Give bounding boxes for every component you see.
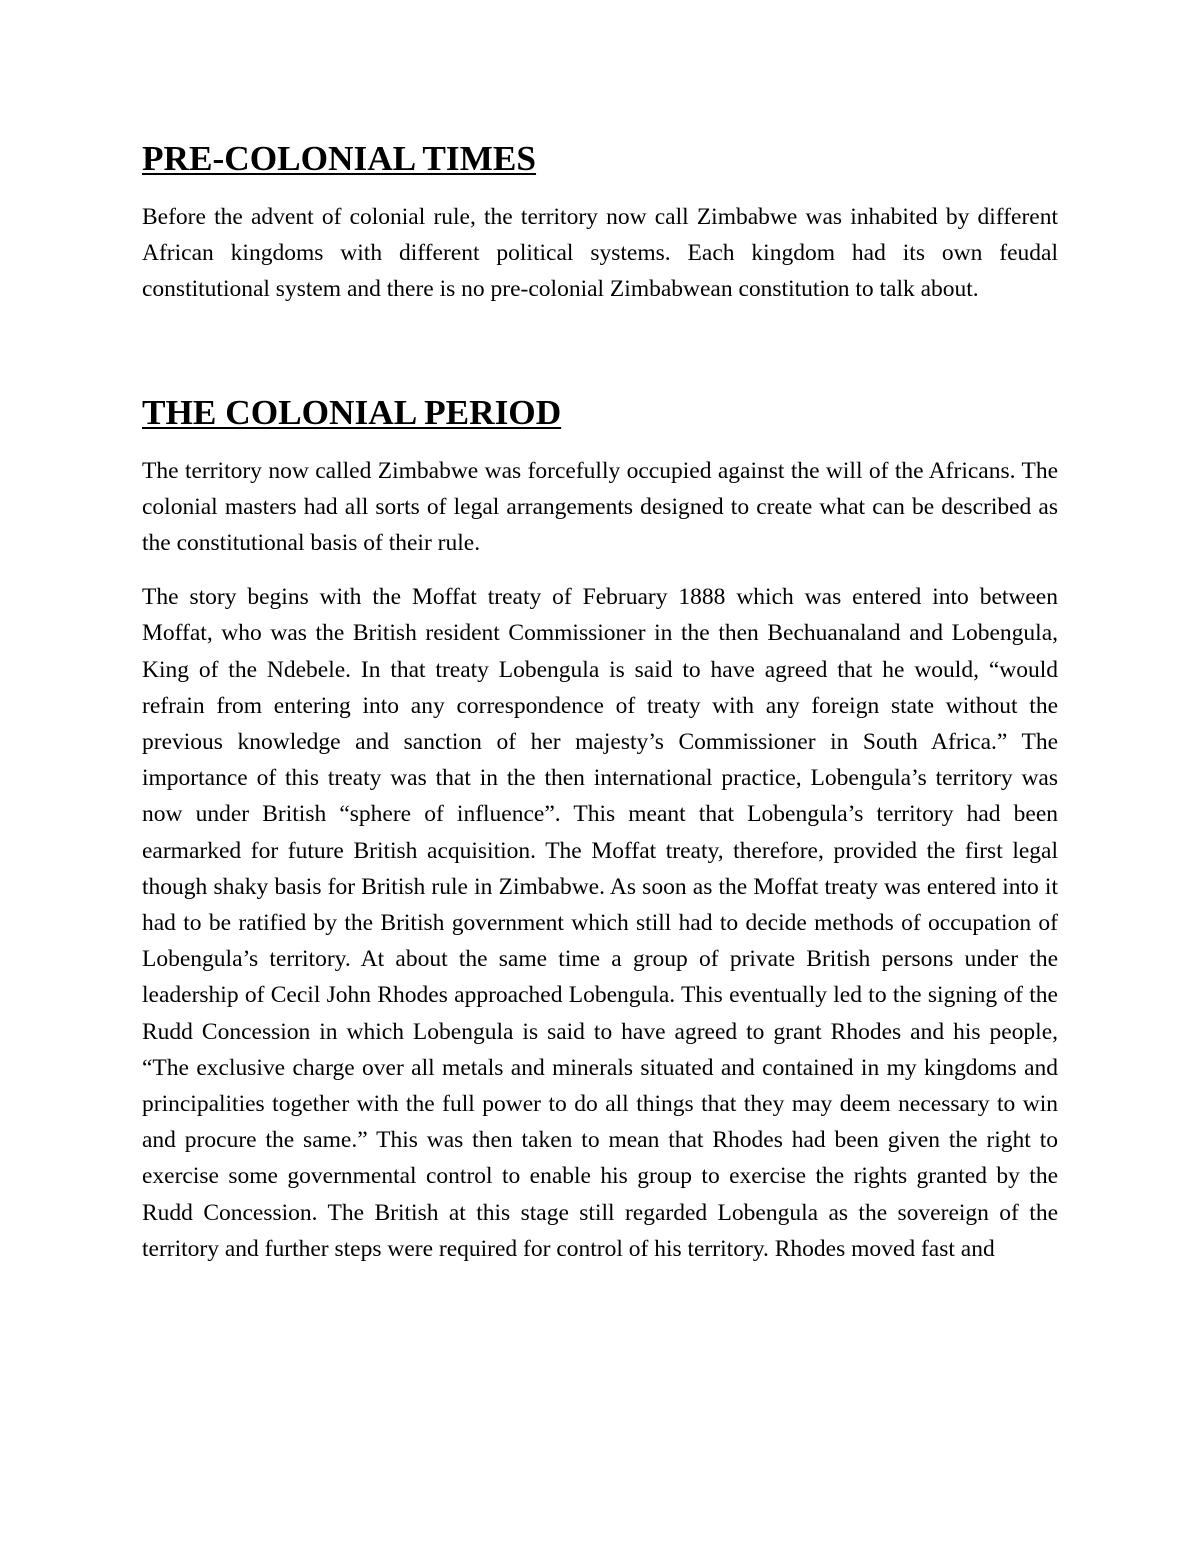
document-body: [142, 141, 1058, 1267]
section-heading-pre-colonial: PRE-COLONIAL TIMES: [142, 139, 537, 178]
paragraph-pre-colonial: Before the advent of colonial rule, the territory now call Zimbabwe was inhabited by different African kingdoms with different political systems. Each kingdom had its own feudal constitutional system and there is no pre-colonial Zimbabwean constitution to talk about.: [142, 204, 1058, 303]
paragraph-colonial-intro: The territory now called Zimbabwe was forcefully occupied against the will of the Africans. The colonial masters had all sorts of legal arrangements designed to create what can be described as the constitutional basis of their rule.: [142, 457, 1058, 557]
paragraph-moffat-treaty: The story begins with the Moffat treaty of February 1888 which was entered into between Moffat, who was the British resident Commissioner in the then Bechuanaland and Lobengula, King of the Ndebele. In that treaty Lobengula is said to have agreed that he would, “would refrain from entering into any correspondence of treaty with any foreign state without the previous knowledge and sanction of her majesty’s Commissioner in South Africa.” The importance of this treaty was that in the then international practice, Lobengula’s territory was now under British “sphere of influence”. This meant that Lobengula’s territory had been earmarked for future British acquisition. The Moffat treaty, therefore, provided the first legal though shaky basis for British rule in Zimbabwe. As soon as the Moffat treaty was entered into it had to be ratified by the British government which still had to decide methods of occupation of Lobengula’s territory. At about the same time a group of private British persons under the leadership of Cecil John Rhodes approached Lobengula. This eventually led to the signing of the Rudd Concession in which Lobengula is said to have agreed to grant Rhodes and his people, “The exclusive charge over all metals and minerals situated and contained in my kingdoms and principalities together with the full power to do all things that they may deem necessary to win and procure the same.” This was then taken to mean that Rhodes had been given the right to exercise some governmental control to enable his group to exercise the rights granted by the Rudd Concession. The British at this stage still regarded Lobengula as the sovereign of the territory and further steps were required for control of his territory. Rhodes moved fast and: [142, 584, 1058, 1262]
section-heading-colonial-period: THE COLONIAL PERIOD: [142, 392, 562, 432]
